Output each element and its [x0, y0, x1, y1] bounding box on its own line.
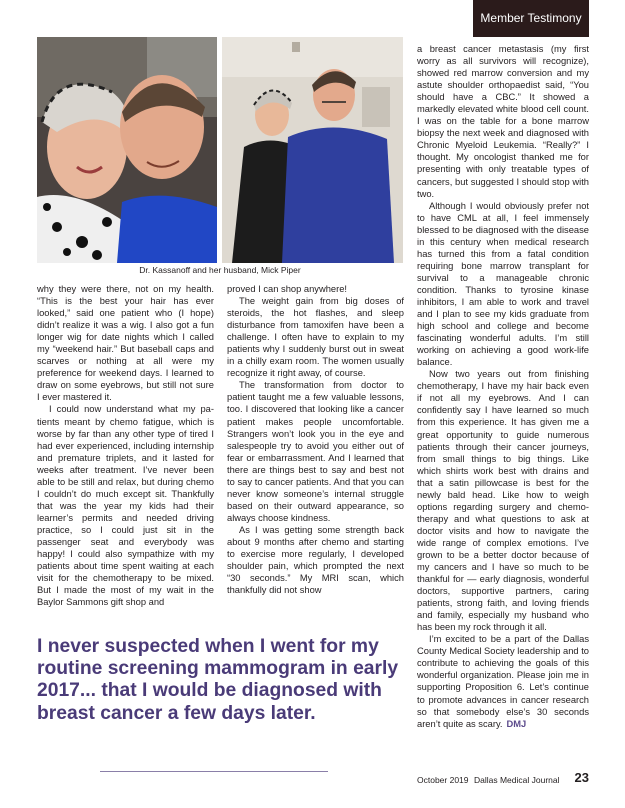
couple-standing-photo	[222, 37, 403, 263]
issue-date: October 2019	[417, 775, 469, 785]
paragraph: The weight gain from big doses of steroids, the hot flashes, and sleep disturbance from tamoxifen have been a challenge. I often have to explain to my patients why I suddenly burst out in sweat in a chilly exam room. The women usually recognize it right away, of course.	[227, 296, 404, 379]
paragraph: As I was getting some strength back about 9 months after chemo and starting to exercise more regularly, I developed shoulder pain, which prompted the next “30 seconds.” My MRI scan, which thankfully did not show	[227, 524, 404, 596]
article-column-1	[37, 283, 214, 608]
paragraph: why they were there, not on my health. “This is the best your hair has ever looked,” said one patient who (I hope) didn’t realize it was a wig. I also got a fun longer wig for date nights which I called my “weekend hair.” But baseball caps and scarves or nothing at all were my preference for weekend days. I learned to draw on some eyebrows, but still not sure I ever mastered it.	[37, 284, 214, 403]
paragraph: Now two years out from finishing chemotherapy, I have my hair back even if not all my eyebrows. And I can confidently say I have learned so much from this experience. It has given me a great opportunity to guide numerous patients through their cancer journeys, from small things to big things. Like which shirts work best with drains and that a satin pillowcase is best for the newly bald head. Like how to weigh options regarding surgery and chemotherapy and what questions to ask at doctor visits and how to navigate the wide range of complex emotions. I’ve grown to be a better doctor because of my cancers and I have so much to be thankful for — early diagnosis, wonderful doctors, supportive partners, caring patients, strong faith, and loving friends and family, especially my husband who has been my rock through it all.	[417, 369, 589, 633]
paragraph: I could now understand what my patients meant by chemo fatigue, which is worse by far than any other type of tired I had ever experienced, including internship and premature triplets, and it lasted for weeks after treatment. I’ve never been able to be still and relax, but during chemo I couldn’t do much except sit. Thankfully that was the year my kids had their learner’s permits and needed driving practice, so I could just sit in the passenger seat and everybody was happy! I could also sympathize with my patients about time spent waiting at each visit for the chemotherapy to be mixed. But I made the most of my wait in the Baylor Sammons gift shop and	[37, 404, 214, 608]
couple-selfie-photo	[37, 37, 217, 263]
paragraph	[417, 633, 589, 729]
paragraph: proved I can shop anywhere!	[227, 284, 347, 294]
article-column-3	[417, 43, 589, 730]
section-tab: Member Testimony	[473, 0, 589, 37]
divider	[100, 771, 328, 772]
page-footer	[417, 770, 589, 787]
paragraph-text: I’m excited to be a part of the Dallas County Medical Society leadership and to contribute to achieving the goals of this wonderful organization. Please join me in supporting Proposition 6. Let’s continue to promote advances in cancer research so that somebody else’s 30 seconds aren’t quite as scary.	[417, 634, 589, 729]
dmj-signoff: DMJ	[506, 718, 527, 729]
journal-name: Dallas Medical Journal	[474, 775, 560, 785]
paragraph: a breast cancer metastasis (my first worry as all survivors will recognize), showed red marrow conversion and my astute shoulder orthopaedist said, “You should have a CBC.” It showed a markedly elevated white blood cell count. I was on the table for a bone marrow biopsy the next week and diagnosed with Chronic Myeloid Leukemia. “Really?” I thought. My oncologist thanked me for presenting with only treatable types of cancers, but suggested I should stop with two.	[417, 44, 589, 199]
pull-quote: I never suspected when I went for my routine screening mammogram in early 2017... that I would be diagnosed with breast cancer a few days later.	[37, 636, 399, 724]
paragraph: The transformation from doctor to patient taught me a few valuable lessons, too. I discovered that looking like a cancer patient makes people uncomfortable. Strangers won’t look you in the eye and salespeople try to avoid you either out of fear or embarrassment. And I learned that there are things best to say and best not to say to cancer patients. And that you can never know someone’s internal struggle based on their outward appearance, so always choose kindness.	[227, 380, 404, 523]
photo-caption: Dr. Kassanoff and her husband, Mick Piper	[139, 265, 301, 275]
page-number: 23	[574, 770, 589, 785]
article-column-2	[227, 283, 404, 596]
paragraph: Although I would obviously prefer not to have CML at all, I feel immensely blessed to be diagnosed with the disease in this century when medical research has turned this from a fatal condition requiring bone marrow transplant for survival to a manageable chronic condition. Thanks to tyrosine kinase inhibitors, I am able to work and travel and I plan to see my kids graduate from high school and college and become fascinating wonderful adults. I’m still working on achieving a good work-life balance.	[417, 200, 589, 368]
